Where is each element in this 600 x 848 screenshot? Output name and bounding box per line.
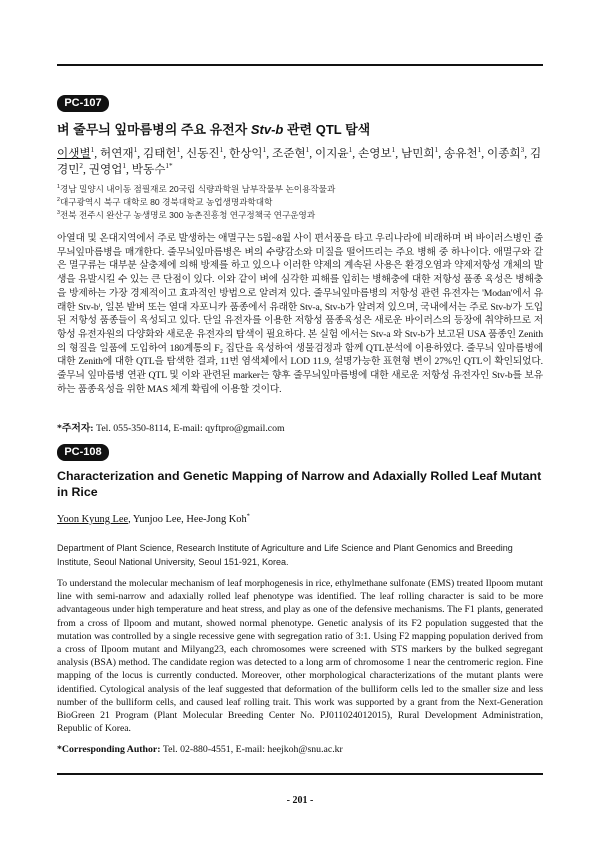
author-name-text: 김태헌 bbox=[143, 147, 177, 160]
author-affiliation-marker: 1 bbox=[477, 146, 482, 155]
author-separator: , bbox=[126, 162, 132, 176]
author-name bbox=[444, 147, 481, 160]
author-name-text: 이종희 bbox=[487, 147, 521, 160]
author-name-text: 이지윤 bbox=[315, 147, 349, 160]
author-separator: , bbox=[352, 147, 358, 160]
affiliation-marker: 2 bbox=[57, 196, 60, 203]
author-name-text: 박동수 bbox=[131, 162, 166, 176]
abstract-body: 아열대 및 온대지역에서 주로 발생하는 애멸구는 5월~8월 사이 편서풍을 타고 우리나라에 비래하며 벼 바이러스병인 줄무늬잎마름병을 매개한다. 줄무늬잎마름병은 벼의 수량감소와 미질을 떨어뜨리는 주요 병해 중 하나이다. 애멸구와 같은 멸구류는 대부분 살충제에 의해 방제를 하고 있으나 이러한 약제의 계속된 사용은 환경오염과 약제저항성 개체의 발생을 유발시킬 수 있는 큰 단점이 있다. 이와 같이 벼에 심각한 피해를 입히는 병해충에 대한 저항성 품종 육성은 병해충을 방제하는 가장 경제적이고 효과적인 방법으로 알려져 있다. 줄무늬잎마름병의 저항성 관련 유전자는 'Modan'에서 유래한 Stv-bⁱ, 일본 밭벼 또는 열대 자포니카 품종에서 유래한 Stv-a, Stv-b가 알려져 있으며, 국내에서는 주로 Stv-bⁱ가 도입된 저항성 품종들이 육성되고 있다. 단일 유전자를 이용한 저항성 품종육성은 새로운 바이러스의 등장에 취약하므로 저항성 유전자원의 다양화와 새로운 유전자의 탐색이 필요하다. 본 실험 에서는 Stv-a 와 Stv-b가 보고된 USA 품종인 Zenith의 형질을 일품에 도입하여 180계통의 F₂ 집단을 육성하여 생물검정과 함께 QTL분석에 이용하였다. 줄무늬 잎마름병에 대한 Zenith에 대한 QTL을 탐색한 결과, 11번 염색체에서 LOD 11.9, 설명가능한 표현형 변이 27%인 QTL이 확인되었다. 줄무늬 잎마름병 연관 QTL 및 이와 관련된 marker는 향후 줄무늬잎마름병에 대한 새로운 저항성 유전자인 Stv-b를 보유하는 품종육성을 위한 MAS 체계 확립에 이용할 것이다. bbox=[57, 233, 543, 395]
title-gene: Stv-b bbox=[250, 122, 284, 137]
author-separator: , bbox=[181, 514, 187, 525]
author-name-text: 조준현 bbox=[272, 147, 306, 160]
author-name-text: 송유천 bbox=[444, 147, 478, 160]
author-affiliation-marker: 1 bbox=[305, 146, 310, 155]
affiliation-list bbox=[57, 183, 543, 221]
bottom-rule bbox=[57, 773, 543, 775]
corresponding-contact: Tel. 02-880-4551, E-mail: heejkoh@snu.ac.kr bbox=[162, 744, 343, 755]
author-name-text: 권영업 bbox=[88, 162, 123, 176]
author-name-text: 신동진 bbox=[186, 147, 220, 160]
author-affiliation-marker: * bbox=[246, 512, 250, 520]
top-rule bbox=[57, 64, 543, 66]
title-prefix: 벼 줄무늬 잎마름병의 주요 유전자 bbox=[57, 122, 251, 137]
author-name bbox=[487, 147, 524, 160]
affiliation-line bbox=[57, 196, 543, 209]
author-affiliation-marker: 1 bbox=[348, 146, 353, 155]
author-affiliation-marker: 1 bbox=[133, 146, 138, 155]
author-separator: , bbox=[128, 514, 133, 525]
author-affiliation-marker: 1 bbox=[262, 146, 267, 155]
affiliation-text: 전북 전주시 완산구 농생명로 300 농촌진흥청 연구정책국 연구운영과 bbox=[59, 209, 316, 220]
corresponding-author bbox=[57, 420, 543, 434]
affiliation-marker: 3 bbox=[57, 209, 60, 216]
author-affiliation-marker: 1 bbox=[434, 146, 439, 155]
author-separator: , bbox=[266, 147, 272, 160]
author-name bbox=[57, 147, 94, 160]
author-separator: , bbox=[83, 162, 89, 176]
affiliation: Department of Plant Science, Research Institute of Agriculture and Life Science and Plant Genomics and Breeding Institute, Seoul National University, Seoul 151-921, Korea. bbox=[57, 543, 513, 567]
author-name-text: Hee-Jong Koh bbox=[186, 514, 247, 525]
author-name bbox=[143, 147, 180, 160]
abstract-title: Characterization and Genetic Mapping of Narrow and Adaxially Rolled Leaf Mutant in Rice bbox=[57, 469, 542, 499]
author-list bbox=[57, 512, 543, 528]
corresponding-label: *주저자: bbox=[57, 423, 94, 434]
author-name bbox=[132, 163, 173, 176]
author-name bbox=[401, 147, 438, 160]
author-affiliation-marker: 1 bbox=[219, 146, 224, 155]
title-suffix: 관련 QTL 탐색 bbox=[283, 122, 371, 137]
author-name bbox=[272, 147, 309, 160]
corresponding-label: *Corresponding Author: bbox=[57, 744, 161, 755]
abstract-body: To understand the molecular mechanism of leaf morphogenesis in rice, ethylmethane sulfonate (EMS) treated Ilpoom mutant line with semi-narrow and adaxially rolled leaf phenotype was identified. The leaf rolling character is said to be more advantageous under high temperature and heat stress, and play as one of the defensive mechanisms. The F1 plants, generated from a cross of Ilpoom and mutant, showed normal phenotype. Genetic analysis of its F2 population suggested that the mutation was controlled by a single recessive gene with segregation ratio of 3:1. Using F2 mapping population derived from a cross of Ilpoom mutant and Milyang23, each chromosomes were screened with STS markers by the bulked segregant analysis (BSA) method. The candidate region was detected to a long arm of chromosome 1 near the centromeric region. Fine mapping of the locus is currently conducted. Moreover, other morphological characterizations of the mutant plants were identified. Cytological analysis of the leaf suggested that deformation of the bulliform cells led to the smaller size and less number of the bulliform cells, and caused leaf rolling trait. This work was supported by a grant from the Next-Generation BioGreen 21 Program (Plant Molecular Breeding Center No. PJ011024012015), Rural Development Administration, Republic of Korea. bbox=[57, 578, 543, 735]
author-affiliation-marker: 3 bbox=[520, 146, 525, 155]
affiliation-line bbox=[57, 183, 543, 196]
author-name-text: 이샛별 bbox=[57, 147, 91, 160]
author-name bbox=[358, 147, 395, 160]
author-separator: , bbox=[438, 147, 444, 160]
author-separator: , bbox=[180, 147, 186, 160]
author-name-text: 손영보 bbox=[358, 147, 392, 160]
author-separator: , bbox=[309, 147, 315, 160]
author-name-text: 남민희 bbox=[401, 147, 435, 160]
author-name bbox=[100, 147, 137, 160]
author-name bbox=[229, 147, 266, 160]
author-name bbox=[315, 147, 352, 160]
author-separator: , bbox=[94, 147, 100, 160]
author-name-text: 김경민 bbox=[57, 147, 542, 176]
author-name-text: 허연재 bbox=[100, 147, 134, 160]
author-name bbox=[89, 163, 126, 176]
author-affiliation-marker: 1 bbox=[176, 146, 181, 155]
affiliation-text: 경남 밀양시 내이동 점필재로 20국립 식량과학원 남부작물부 논이용작물과 bbox=[59, 184, 336, 194]
author-affiliation-marker: 1* bbox=[165, 161, 173, 170]
page-number: - 201 - bbox=[286, 795, 314, 806]
affiliation-line bbox=[57, 209, 543, 222]
author-separator: , bbox=[524, 147, 530, 160]
author-affiliation-marker: 1 bbox=[90, 146, 95, 155]
author-separator: , bbox=[223, 147, 229, 160]
abstract-id-badge: PC-108 bbox=[57, 444, 109, 461]
author-name bbox=[186, 147, 223, 160]
corresponding-contact: Tel. 055-350-8114, E-mail: qyftpro@gmail.com bbox=[96, 423, 285, 434]
author-affiliation-marker: 2 bbox=[79, 161, 83, 170]
author-name bbox=[57, 514, 128, 525]
affiliation-text: 대구광역시 북구 대학로 80 경북대학교 농업생명과학대학 bbox=[59, 196, 273, 207]
author-separator: , bbox=[137, 147, 143, 160]
author-name bbox=[186, 514, 250, 525]
author-affiliation-marker: 1 bbox=[122, 161, 126, 170]
abstract-title bbox=[57, 119, 543, 138]
author-name-text: Yunjoo Lee bbox=[132, 514, 182, 525]
author-name bbox=[133, 514, 181, 525]
author-list bbox=[57, 146, 543, 177]
author-separator: , bbox=[395, 147, 401, 160]
affiliation-marker: 1 bbox=[57, 184, 60, 191]
author-name-text: 한상익 bbox=[229, 147, 263, 160]
author-separator: , bbox=[481, 147, 487, 160]
corresponding-author bbox=[57, 744, 543, 755]
author-name-text: Yoon Kyung Lee bbox=[57, 514, 129, 525]
abstract-id-badge: PC-107 bbox=[57, 95, 109, 112]
author-affiliation-marker: 1 bbox=[391, 146, 396, 155]
